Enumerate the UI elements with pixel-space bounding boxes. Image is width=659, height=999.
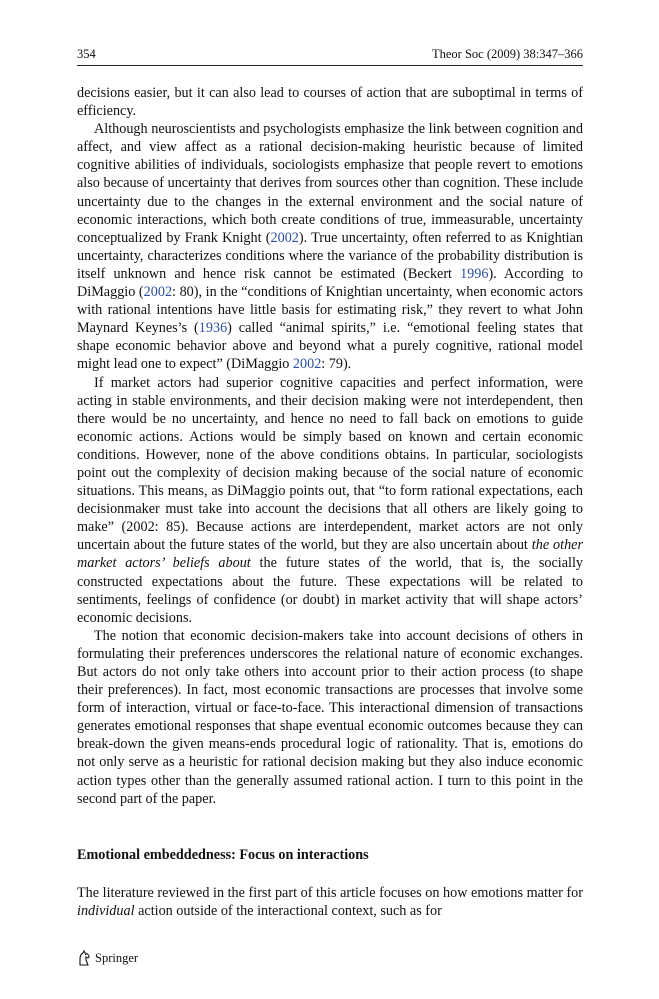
paragraph-2 <box>77 120 583 373</box>
publisher-name: Springer <box>95 950 139 965</box>
paragraph-5-emphasis: individual <box>77 902 135 919</box>
article-body <box>77 84 583 920</box>
paragraph-3-text-b: the future states of the world, that is, the socially constructed expectations about the future. These expectations will be related to sentiments, feelings of confidence (or doubt) in market activity that will shape actors’ economic decisions. <box>77 555 583 626</box>
paragraph-2-text-d: ). According to DiMaggio ( <box>77 265 583 301</box>
citation-knight-2002[interactable]: 2002 <box>270 229 299 246</box>
citation-dimaggio-2002-a[interactable]: 2002 <box>143 284 173 301</box>
citation-dimaggio-2002-b[interactable]: 2002 <box>292 356 322 373</box>
page-number: 354 <box>77 47 96 61</box>
citation-keynes-1936[interactable]: 1936 <box>198 320 228 337</box>
paragraph-3-text-a: If market actors had superior cognitive capacities and perfect information, were acting in stable environments, and their decision making were not interdependent, then there would be no uncertainty, and hence no need to fall back on emotions to guide economic actions. Actions would be simply based on known and certain economic conditions. However, none of the above conditions obtains. In particular, sociologists point out the complexity of decision making because of the social nature of economic situations. This means, as DiMaggio points out, that “to form rational expectations, each decisionmaker must take into account the decisions that all others are likely going to make” (2002: 85). Because actions are interdependent, market actors are not only uncertain about the future states of the world, but they are also uncertain about <box>77 374 583 554</box>
paragraph-5-text-a: The literature reviewed in the first part of this article focuses on how emotions matter for <box>77 884 583 901</box>
paragraph-5-text-b: action outside of the interactional context, such as for <box>134 902 442 919</box>
publisher-footer <box>77 948 138 968</box>
section-spacer <box>77 808 583 846</box>
paragraph-1: decisions easier, but it can also lead to courses of action that are suboptimal in terms of efficiency. <box>77 85 583 120</box>
paragraph-5 <box>77 884 583 920</box>
paragraph-2-text-e: : 80), in the “conditions of Knightian uncertainty, when economic actors with rational intentions have little basis for estimating risk,” they revert to what John Maynard Keynes’s ( <box>77 284 583 337</box>
springer-horse-icon <box>77 950 91 966</box>
paragraph-2-text-a: Although neuroscientists and psychologists emphasize the link between cognition and affect, and view affect as a rational decision-making heuristic because of limited cognitive abilities of individuals, sociologists emphasize that people revert to emotions also because of uncertainty that derives from sources other than cognition. These include uncertainty due to the changes in the external environment and the social nature of economic interactions, which both create conditions of true, immeasurable, uncertainty conceptualized by Frank Knight ( <box>77 121 583 246</box>
paragraph-3-emphasis: the other market actors’ beliefs about <box>77 537 584 572</box>
paragraph-2-text-g: : 79). <box>321 356 352 373</box>
heading-spacer <box>77 864 583 884</box>
paragraph-4: The notion that economic decision-makers take into account decisions of others in formulating their preferences underscores the relational nature of economic exchanges. But actors do not only take others into account prior to their action process (to shape their preferences). In fact, most economic transactions are processes that involve some form of interaction, virtual or face-to-face. This interactional dimension of transactions generates emotional responses that shape eventual economic outcomes because they can break-down the given means-ends procedural logic of rationality. That is, emotions do not only serve as a heuristic for rational decision making but they also induce economic action types other than the generally assumed rational action. I turn to this point in the second part of the paper. <box>77 627 583 807</box>
section-heading: Emotional embeddedness: Focus on interactions <box>77 846 369 863</box>
running-header <box>77 47 583 65</box>
paragraph-2-text-f: ) called “animal spirits,” i.e. “emotional feeling states that shape economic behavior above and beyond what a purely cognitive, rational model might lead one to expect” (DiMaggio <box>77 320 584 373</box>
header-rule <box>77 65 583 66</box>
paragraph-2-text-b: ). True uncertainty, often referred to as Knightian uncertainty, characterizes conditions where the variance of the probability distribution is itself unknown and hence risk cannot be estimated (Beckert <box>77 229 583 282</box>
paragraph-3 <box>77 374 583 627</box>
journal-reference: Theor Soc (2009) 38:347–366 <box>431 47 583 61</box>
citation-beckert-1996[interactable]: 1996 <box>460 265 489 282</box>
